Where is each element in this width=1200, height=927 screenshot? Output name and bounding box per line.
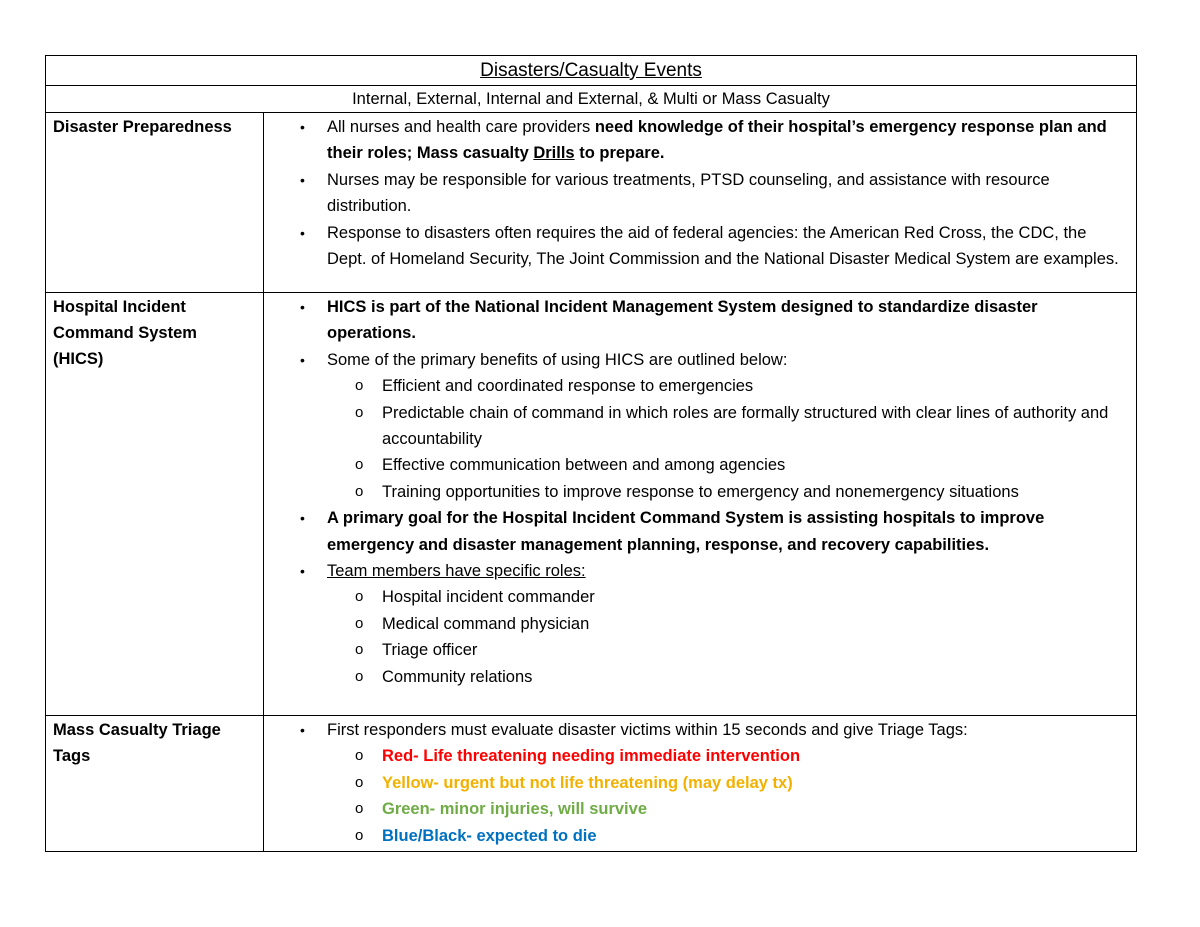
bullet-text-bold: need knowledge of their hospital’s emergency response plan and their roles; Mass casualty	[327, 118, 1107, 163]
sub-bullet-marker: o	[355, 614, 364, 632]
title-row	[46, 56, 1137, 86]
triage-tag-text: Blue/Black- expected to die	[382, 826, 597, 845]
sub-bullet-marker: o	[355, 667, 364, 685]
bullet-text: Nurses may be responsible for various treatments, PTSD counseling, and assistance with resource distribution.	[327, 170, 1050, 216]
sub-bullet-text: Efficient and coordinated response to emergencies	[382, 377, 754, 396]
sub-bullet-marker: o	[355, 747, 364, 765]
row-label-line: (HICS)	[53, 350, 104, 368]
row-content	[264, 293, 1137, 716]
sub-bullet-item	[264, 637, 1128, 663]
bullet-marker: •	[300, 722, 305, 738]
page-title: Disasters/Casualty Events	[480, 60, 702, 81]
sub-bullet-text: Effective communication between and among agencies	[382, 456, 786, 475]
bullet-text: Some of the primary benefits of using HICS are outlined below:	[327, 350, 788, 369]
bullet-text: First responders must evaluate disaster victims within 15 seconds and give Triage Tags:	[327, 721, 968, 739]
row-content	[264, 716, 1137, 852]
sub-bullet-marker: o	[355, 377, 364, 395]
sub-bullet-item	[264, 373, 1128, 399]
triage-tag-text: Red- Life threatening needing immediate intervention	[382, 747, 801, 766]
sub-bullet-text: Triage officer	[382, 641, 478, 660]
document-table	[45, 55, 1137, 852]
row-label-line: Mass Casualty Triage	[53, 721, 221, 739]
row-label	[46, 716, 264, 852]
bullet-item	[264, 114, 1128, 167]
page-subtitle: Internal, External, Internal and External, & Multi or Mass Casualty	[352, 90, 830, 108]
sub-bullet-item	[264, 611, 1128, 637]
bullet-marker: •	[300, 299, 305, 315]
title-cell	[46, 56, 1137, 86]
bullet-item	[264, 220, 1128, 273]
bullet-item	[264, 167, 1128, 220]
row-content	[264, 113, 1137, 293]
sub-bullet-marker: o	[355, 800, 364, 818]
bullet-text: A primary goal for the Hospital Incident Command System is assisting hospitals to improve emergency and disaster management planning, response, and recovery capabilities.	[327, 509, 1045, 554]
subtitle-row	[46, 86, 1137, 113]
sub-bullet-marker: o	[355, 773, 364, 791]
bullet-item	[264, 294, 1128, 347]
bullet-marker: •	[300, 510, 305, 527]
bullet-item	[264, 347, 1128, 373]
bullet-text: HICS is part of the National Incident Management System designed to standardize disaster operations.	[327, 298, 1038, 343]
row-label-line: Command System	[53, 324, 197, 342]
row-triage-tags	[46, 716, 1137, 852]
triage-tag-blue	[264, 823, 1128, 849]
sub-bullet-marker: o	[355, 403, 364, 421]
sub-bullet-marker: o	[355, 588, 364, 606]
row-label-line: Tags	[53, 747, 91, 765]
bullet-marker: •	[300, 351, 305, 368]
row-label	[46, 113, 264, 293]
sub-bullet-marker: o	[355, 456, 364, 474]
bullet-item	[264, 717, 1128, 743]
bullet-text: Response to disasters often requires the aid of federal agencies: the American Red Cross, the CDC, the Dept. of Homeland Security, The Joint Commission and the National Disaster Medical System are examples.	[327, 223, 1119, 269]
sub-bullet-item	[264, 400, 1128, 453]
bullet-marker: •	[300, 563, 305, 580]
triage-tag-yellow	[264, 770, 1128, 796]
sub-bullet-item	[264, 452, 1128, 478]
row-label	[46, 293, 264, 716]
sub-bullet-text: Training opportunities to improve response to emergency and nonemergency situations	[382, 482, 1019, 501]
sub-bullet-text: Medical command physician	[382, 614, 590, 633]
row-label-line: Hospital Incident	[53, 298, 186, 316]
sub-bullet-marker: o	[355, 826, 364, 844]
triage-tag-text: Yellow- urgent but not life threatening (may delay tx)	[382, 773, 793, 792]
bullet-text-bold-end: to prepare.	[574, 144, 665, 163]
sub-bullet-marker: o	[355, 482, 364, 500]
bullet-text-drills: Drills	[533, 144, 575, 163]
row-label-text: Disaster Preparedness	[53, 118, 232, 136]
sub-bullet-marker: o	[355, 641, 364, 659]
sub-bullet-item	[264, 584, 1128, 610]
sub-bullet-text: Predictable chain of command in which roles are formally structured with clear lines of authority and accountability	[382, 403, 1109, 449]
bullet-marker: •	[300, 224, 305, 241]
sub-bullet-text: Hospital incident commander	[382, 588, 595, 607]
triage-tag-green	[264, 796, 1128, 822]
triage-tag-text: Green- minor injuries, will survive	[382, 800, 647, 819]
row-disaster-preparedness	[46, 113, 1137, 293]
subtitle-cell	[46, 86, 1137, 113]
sub-bullet-item	[264, 479, 1128, 505]
sub-bullet-text: Community relations	[382, 667, 533, 686]
bullet-text: All nurses and health care providers	[327, 118, 595, 136]
row-hics	[46, 293, 1137, 716]
bullet-text: Team members have specific roles:	[327, 562, 586, 581]
bullet-marker: •	[300, 171, 305, 188]
bullet-item	[264, 505, 1128, 558]
bullet-item	[264, 558, 1128, 584]
bullet-marker: •	[300, 119, 305, 135]
triage-tag-red	[264, 743, 1128, 769]
sub-bullet-item	[264, 664, 1128, 690]
